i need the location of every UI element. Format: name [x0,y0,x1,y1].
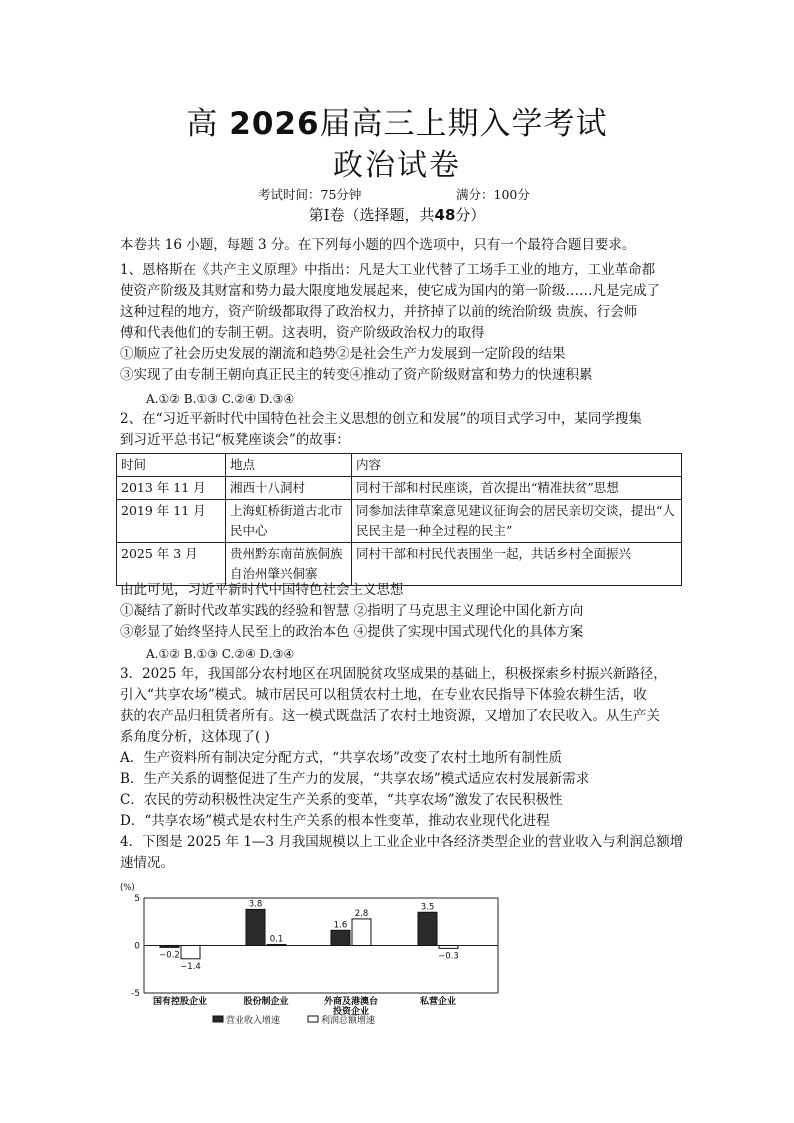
question-3 [120,664,685,874]
table-cell: 湘西十八洞村 [226,477,352,500]
data-label: −0.2 [159,950,180,961]
revenue-bar [331,930,350,945]
category-label: 投资企业 [332,1007,370,1017]
q2-options: A.①② B.①③ C.②④ D.③④ [146,647,295,661]
data-label: 3.5 [420,902,435,913]
exam-subtitle: 政治试卷 [333,148,461,183]
q3-choice-c: C．农民的劳动积极性决定生产关系的变革，“共享农场”激发了农民积极性 [120,792,563,808]
y-tick-label: 0 [134,941,140,952]
table-row [117,500,682,543]
table-cell: 同参加法律草案意见建议征询会的居民亲切交谈，提出“人民民主是一种全过程的民主” [352,500,682,543]
revenue-bar [418,912,437,945]
profit-bar [352,919,371,946]
growth-bar-chart [118,880,508,1035]
q1-line: 1、恩格斯在《共产主义原理》中指出：凡是大工业代替了工场手工业的地方，工业革命都 [120,262,656,278]
data-label: 0.1 [269,934,284,945]
question-1 [120,260,685,386]
story-table [116,453,682,586]
q3-choice-a: A．生产资料所有制决定分配方式，“共享农场”改变了农村土地所有制性质 [120,750,563,766]
profit-bar [267,945,286,946]
table-cell: 2013 年 11 月 [117,477,226,500]
category-label: 国有控股企业 [152,997,208,1007]
category-label: 私营企业 [419,997,457,1007]
table-header: 时间 [117,454,226,477]
table-cell: 同村干部和村民座谈，首次提出“精准扶贫”思想 [352,477,682,500]
q2-item: ③彰显了始终坚持人民至上的政治本色 ④提供了实现中国式现代化的具体方案 [120,624,584,640]
q4-line: 4．下图是 2025 年 1—3 月我国规模以上工业企业中各经济类型企业的营业收入与利润总额增 [120,834,684,850]
exam-title: 高 2026届高三上期入学考试 [186,106,608,142]
y-tick-label: 5 [134,894,140,904]
legend-label-profit: 利润总额增速 [321,1016,376,1026]
q2-line: 2、在“习近平新时代中国特色社会主义思想的创立和发展”的项目式学习中，某同学搜集 [120,411,642,427]
category-label: 股份制企业 [243,997,289,1007]
y-tick-label: -5 [131,989,140,999]
intro: 本卷共 16 小题，每题 3 分。在下列每小题的四个选项中，只有一个最符合题目要求。 [120,237,636,253]
profit-bar [181,946,200,959]
q1-options: A.①② B.①③ C.②④ D.③④ [146,392,295,406]
data-label: 2.8 [354,908,369,919]
table-cell: 2019 年 11 月 [117,500,226,543]
q4-line: 速情况。 [120,855,174,871]
q2-item: ①凝结了新时代改革实践的经验和智慧 ②指明了马克思主义理论中国化新方向 [120,603,584,619]
q3-line: 获的农产品归租赁者所有。这一模式既盘活了农村土地资源，又增加了农民收入。从生产关 [120,708,660,724]
q2-line: 到习近平总书记“板凳座谈会”的故事： [120,432,350,448]
q3-choice-d: D．“共享农场”模式是农村生产关系的根本性变革，推动农业现代化进程 [120,813,550,829]
q3-choice-b: B．生产关系的调整促进了生产力的发展，“共享农场”模式适应农村发展新需求 [120,771,590,787]
q3-line: 引入“共享农场”模式。城市居民可以租赁农村土地，在专业农民指导下体验农耕生活，收 [120,687,647,703]
table-row [117,477,682,500]
full-score: 满分：100分 [456,187,530,202]
revenue-bar [160,946,179,948]
q3-line: 系角度分析，这体现了( ) [120,729,270,745]
y-axis-label: (%) [120,883,135,893]
table-header-row [117,454,682,477]
q1-item: ③实现了由专制王朝向真正民主的转变④推动了资产阶级财富和势力的快速积累 [120,367,593,383]
table-cell: 同村干部和村民代表围坐一起，共话乡村全面振兴 [352,543,682,586]
part-heading: 第Ⅰ卷（选择题，共48分） [308,206,486,224]
profit-bar [439,946,458,949]
table-cell: 上海虹桥街道古北市民中心 [226,500,352,543]
table-cell: 2025 年 3 月 [117,543,226,586]
data-label: −0.3 [438,951,459,962]
q1-line: 这种过程的地方，资产阶级都取得了政治权力，并挤掉了以前的统治阶级 贵族、行会师 [120,304,638,320]
q1-line: 使资产阶级及其财富和势力最大限度地发展起来，使它成为国内的第一阶级……凡是完成了 [120,283,660,299]
table-header: 内容 [352,454,682,477]
data-label: −1.4 [180,961,201,972]
question-2-after [120,580,685,643]
data-label: 1.6 [333,920,348,931]
revenue-bar [246,909,265,945]
legend-swatch-profit [308,1016,318,1022]
data-label: 3.8 [248,899,263,910]
table-header: 地点 [226,454,352,477]
legend-swatch-revenue [213,1016,223,1022]
q1-item: ①顺应了社会历史发展的潮流和趋势②是社会生产力发展到一定阶段的结果 [120,346,566,362]
q3-line: 3．2025 年，我国部分农村地区在巩固脱贫攻坚成果的基础上，积极探索乡村振兴新路径， [120,666,667,682]
category-label: 外商及港澳台 [323,997,379,1007]
exam-time: 考试时间：75分钟 [258,187,362,202]
q1-line: 傅和代表他们的专制王朝。这表明，资产阶级政治权力的取得 [120,325,485,341]
q2-after: 由此可见，习近平新时代中国特色社会主义思想 [120,582,404,598]
legend-label-revenue: 营业收入增速 [226,1016,281,1026]
table-cell: 贵州黔东南苗族侗族自治州肇兴侗寨 [226,543,352,586]
question-2 [120,409,685,451]
